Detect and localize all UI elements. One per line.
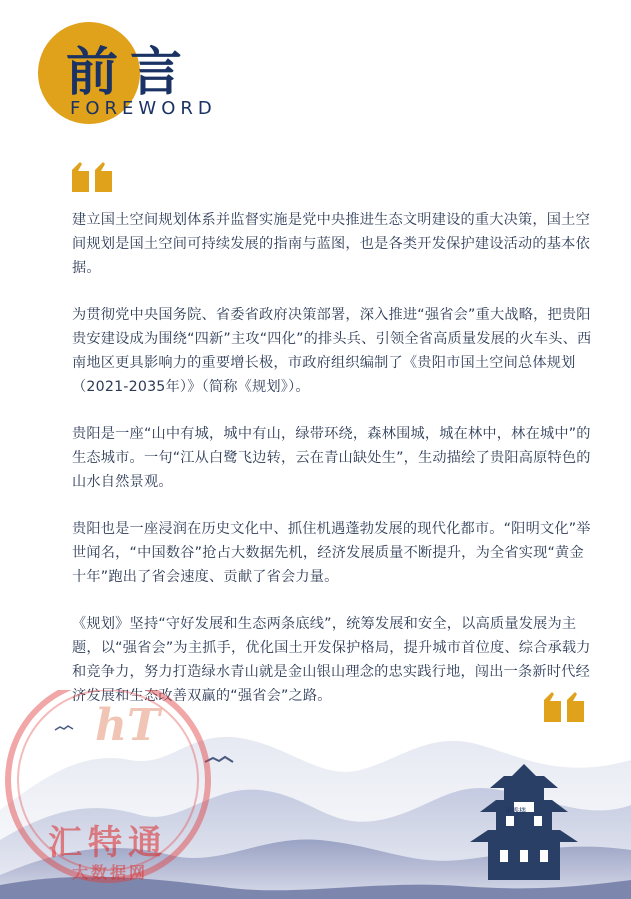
paragraph: 贵阳是一座“山中有城，城中有山，绿带环绕，森林围城，城在林中，林在城中”的生态城市。一句“江从白鹭飞边转，云在青山缺处生”，生动描绘了贵阳高原特色的山水自然景观。 xyxy=(72,426,591,490)
pagoda-sign-label: 甲秀楼 xyxy=(505,807,526,815)
watermark-subtitle: 大数据网 xyxy=(72,863,149,882)
open-quote-icon xyxy=(70,160,116,194)
watermark-logo-text: hT xyxy=(95,700,160,751)
page-subtitle: FOREWORD xyxy=(70,98,217,119)
watermark-name: 汇特通 xyxy=(48,823,168,863)
foreword-body xyxy=(72,208,592,731)
paragraph: 《规划》坚持“守好发展和生态两条底线”，统筹发展和安全，以高质量发展为主题，以“强省会”为主抓手，优化国土开发保护格局，提升城市首位度、综合承载力和竞争力，努力打造绿水青山就是金山银山理念的忠实践行地，闯出一条新时代经济发展和生态改善双赢的“强省会”之路。 xyxy=(72,616,591,704)
paragraph: 建立国土空间规划体系并监督实施是党中央推进生态文明建设的重大决策，国土空间规划是国土空间可持续发展的指南与蓝图，也是各类开发保护建设活动的基本依据。 xyxy=(72,212,590,276)
paragraph: 为贯彻党中央国务院、省委省政府决策部署，深入推进“强省会”重大战略，把贵阳贵安建设成为围绕“四新”主攻“四化”的排头兵、引领全省高质量发展的火车头、西南地区更具影响力的重要增长极，市政府组织编制了《贵阳市国土空间总体规划（2021-2035年）》（简称《规划》）。 xyxy=(72,307,592,395)
page-title: 前言 xyxy=(66,43,195,103)
paragraph: 贵阳也是一座浸润在历史文化中、抓住机遇蓬勃发展的现代化都市。“阳明文化”举世闻名，“中国数谷”抢占大数据先机，经济发展质量不断提升，为全省实现“黄金十年”跑出了省会速度、贡献了省会力量。 xyxy=(72,521,591,585)
